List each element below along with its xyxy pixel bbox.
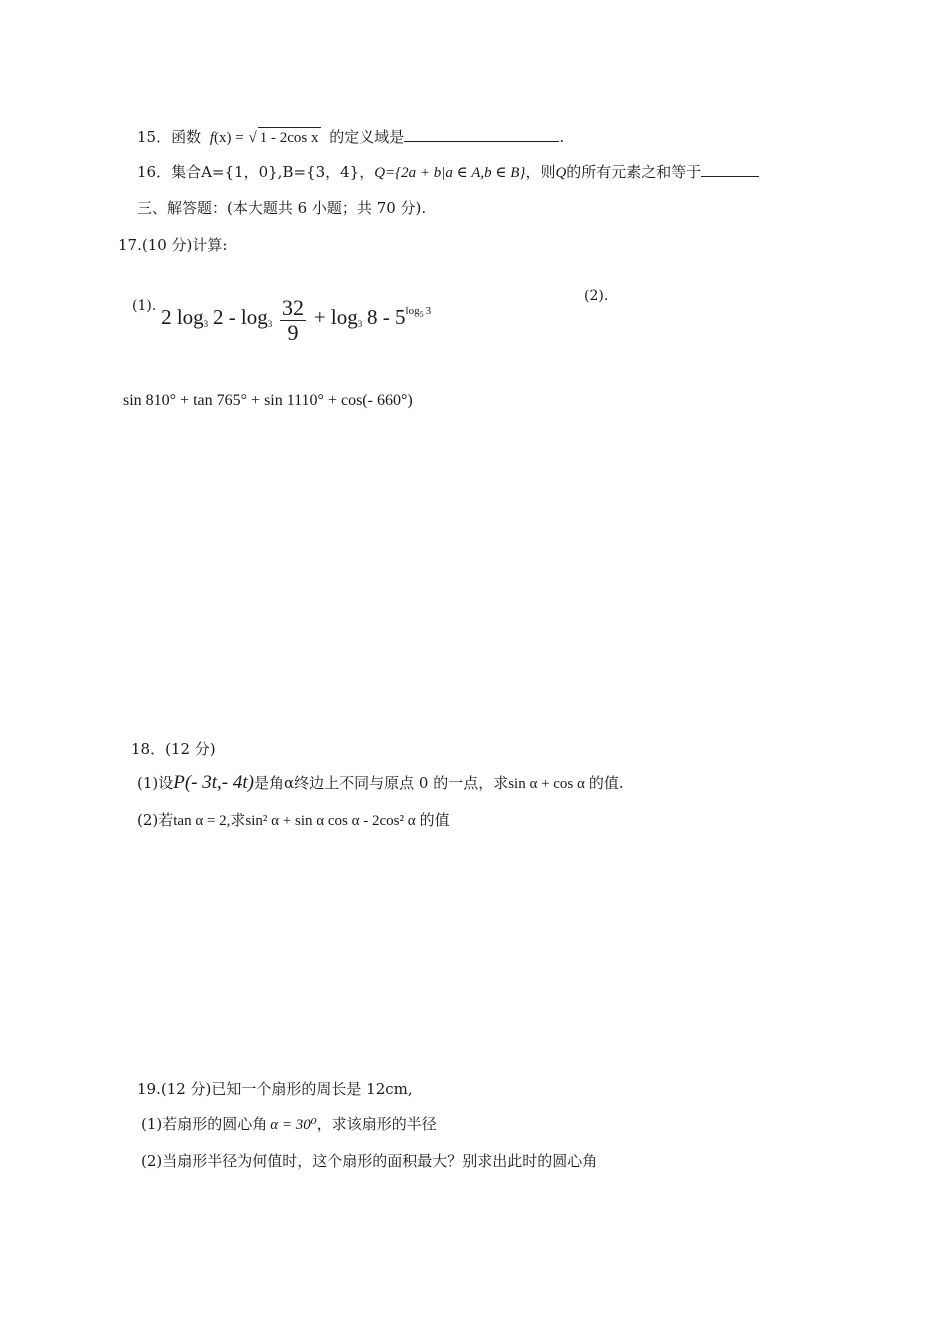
sqrt-sign: √ xyxy=(248,130,257,146)
question-15 xyxy=(137,127,564,148)
q15-end: . xyxy=(559,128,565,146)
q17-p2-label: (2). xyxy=(584,288,609,304)
q18-p1-point: P(- 3t,- 4t) xyxy=(173,772,254,793)
q17-p1-exp-base: 5 xyxy=(419,310,424,320)
q19-p1-prefix: (1)若扇形的圆心角 xyxy=(141,1115,268,1133)
q19-p1-end: ，求该扇形的半径 xyxy=(316,1115,437,1133)
q17-p1-a-base: 3 xyxy=(203,319,209,329)
q17-frac-num: 32 xyxy=(282,294,305,320)
q17-p1-b: 2 - log xyxy=(212,305,268,329)
q17-p1-c: + log xyxy=(313,305,358,329)
q17-frac-den: 9 xyxy=(287,319,299,345)
q18-p2-mid: 求 xyxy=(230,811,246,829)
q15-answer-blank[interactable] xyxy=(404,127,559,142)
q17-p1-exp-arg: 3 xyxy=(425,305,432,317)
q18-p2-prefix: (2)若 xyxy=(137,811,174,829)
q16-suffix: ，则 xyxy=(525,163,556,181)
q17-heading: 17.(10 分)计算: xyxy=(118,236,228,254)
q18-p2-expr: sin² α + sin α cos α - 2cos² α xyxy=(245,813,416,829)
q16-q-def: Q={2a + b|a ∈ A,b ∈ B} xyxy=(374,165,526,181)
q15-suffix: 的定义域是 xyxy=(329,128,405,146)
q17-p1-a: 2 log xyxy=(161,305,204,329)
q19-part1 xyxy=(141,1114,437,1135)
q16-q-var: Q xyxy=(555,165,567,181)
q16-answer-blank[interactable] xyxy=(701,162,759,177)
q19-p1-cond: α = 30⁰ xyxy=(270,1117,317,1133)
q16-number: 16．集合 xyxy=(137,163,202,181)
q17-part1 xyxy=(132,281,432,345)
q18-part1 xyxy=(137,773,624,794)
q18-p2-cond: tan α = 2, xyxy=(173,813,231,829)
q19-part2: (2)当扇形半径为何值时，这个扇形的面积最大？别求出此时的圆心角 xyxy=(141,1152,598,1170)
q18-p2-end: 的值 xyxy=(419,811,450,829)
q18-p1-prefix: (1)设 xyxy=(137,774,174,792)
q15-number: 15．函数 xyxy=(137,128,202,146)
q17-p1-d: 8 - 5 xyxy=(367,305,406,329)
q18-p1-end: 的值. xyxy=(588,774,624,792)
q17-p2-expr: sin 810° + tan 765° + sin 1110° + cos(- 660°) xyxy=(123,392,413,409)
q17-p1-exp xyxy=(405,305,432,320)
q15-radicand: 1 - 2cos x xyxy=(258,127,321,148)
q15-expr-mid: (x) = xyxy=(214,130,244,146)
question-16 xyxy=(137,162,759,183)
q18-heading: 18．(12 分) xyxy=(131,740,216,758)
q18-p1-expr: sin α + cos α xyxy=(508,776,585,792)
q19-heading: 19.(12 分)已知一个扇形的周长是 12cm, xyxy=(137,1080,413,1098)
q15-func: f xyxy=(209,130,215,146)
q18-part2 xyxy=(137,810,450,831)
q17-p1-b-base: 3 xyxy=(267,319,273,329)
q16-suffix2: 的所有元素之和等于 xyxy=(566,163,702,181)
q17-p1-c-base: 3 xyxy=(357,319,363,329)
q17-fraction xyxy=(280,296,306,345)
q17-p1-exp-log: log xyxy=(405,305,420,317)
q17-p1-label: (1). xyxy=(132,298,157,314)
q16-set-b: ,B={3，4}， xyxy=(277,163,375,181)
q18-p1-mid: 是角α终边上不同与原点 0 的一点，求 xyxy=(253,774,509,792)
section-3-heading: 三、解答题：(本大题共 6 小题；共 70 分). xyxy=(137,199,427,217)
q16-set-a: A={1，0} xyxy=(201,163,278,181)
